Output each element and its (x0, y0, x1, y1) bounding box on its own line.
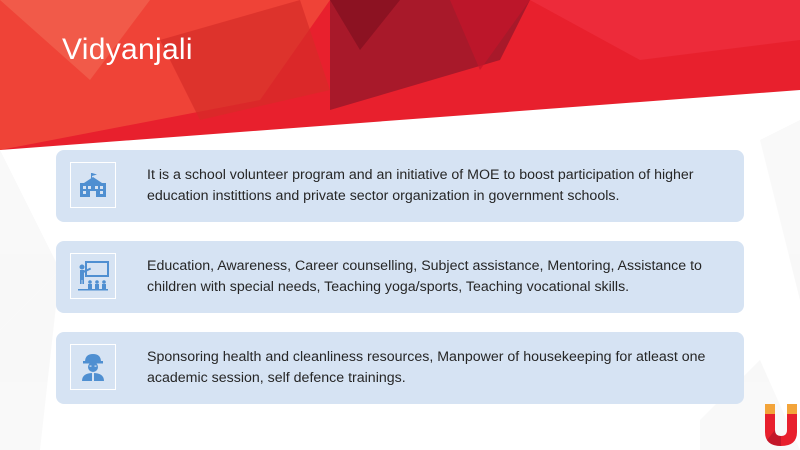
info-card-activities (56, 241, 744, 313)
helmet-worker-icon (70, 344, 116, 390)
info-card-sponsoring (56, 332, 744, 404)
card-text: Education, Awareness, Career counselling, Subject assistance, Mentoring, Assistance to children with special needs, Teaching yoga/sports, Teaching vocational skills. (147, 258, 702, 295)
card-text: It is a school volunteer program and an initiative of MOE to boost participation of higher education instittions and private sector organization in government schools. (147, 167, 694, 204)
card-text: Sponsoring health and cleanliness resources, Manpower of housekeeping for atleast one academic session, self defence trainings. (147, 349, 706, 386)
brand-logo (761, 400, 800, 450)
info-card-program (56, 150, 744, 222)
teacher-board-icon (70, 253, 116, 299)
slide-title: Vidyanjali (62, 33, 193, 66)
school-building-icon (70, 162, 116, 208)
